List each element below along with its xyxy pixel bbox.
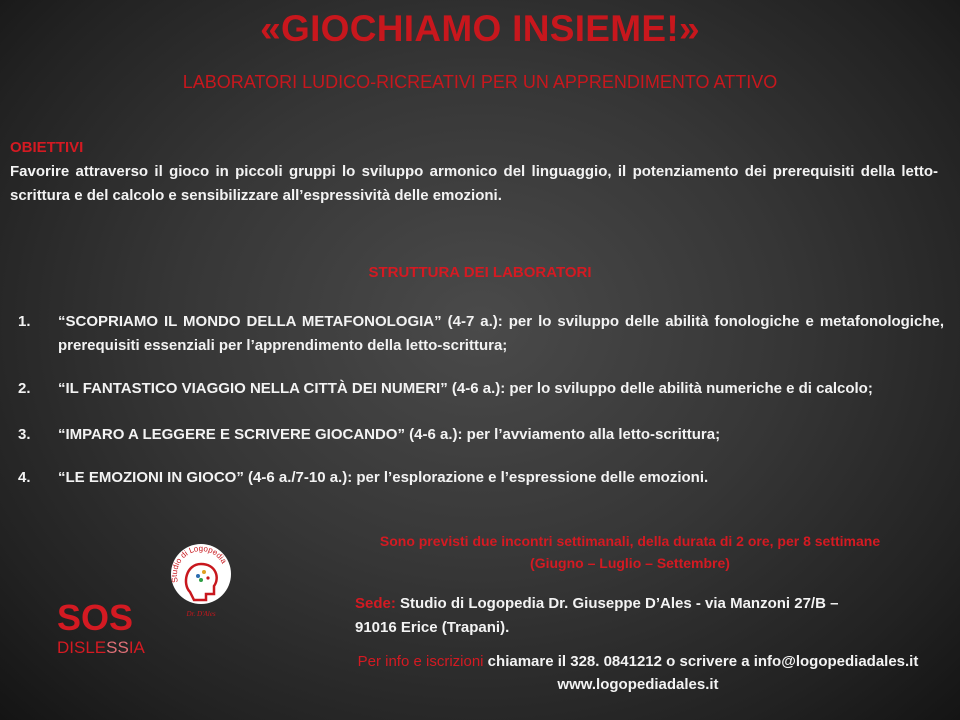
studio-logo-signature: Dr. D'Ales xyxy=(186,610,216,618)
location-address-line-2: 91016 Erice (Trapani). xyxy=(355,619,510,636)
website-link[interactable]: www.logopediadales.it xyxy=(557,676,719,693)
lab-item-number: 3. xyxy=(18,426,31,443)
poster-title: «GIOCHIAMO INSIEME!» xyxy=(260,8,700,49)
sos-logo-word-3: IA xyxy=(128,638,145,657)
poster-subtitle: LABORATORI LUDICO-RICREATIVI PER UN APPRENDIMENTO ATTIVO xyxy=(182,72,778,92)
sos-logo-word-1: DISLE xyxy=(57,638,107,657)
sos-logo-word-2: SS xyxy=(106,638,129,657)
location-address-line-1: Studio di Logopedia Dr. Giuseppe D’Ales - via Manzoni 27/B – xyxy=(395,595,839,612)
objectives-text: Favorire attraverso il gioco in piccoli gruppi lo sviluppo armonico del linguaggio, il potenziamento dei prerequisiti della letto-scrittura e del calcolo e sensibilizzare all’espressività delle emozioni. xyxy=(10,163,938,204)
sos-logo-title: SOS xyxy=(57,597,134,638)
structure-heading: STRUTTURA DEI LABORATORI xyxy=(368,264,592,281)
lab-item-4 xyxy=(18,466,944,490)
lab-item-number: 1. xyxy=(18,313,31,330)
lab-item-text: “IMPARO A LEGGERE E SCRIVERE GIOCANDO” (4-6 a.): per l’avviamento alla letto-scrittura; xyxy=(58,426,721,443)
lab-item-text: “SCOPRIAMO IL MONDO DELLA METAFONOLOGIA” (4-7 a.): per lo sviluppo delle abilità fonologiche e metafonologiche, prerequisiti essenziali per l’apprendimento della letto-scrittura; xyxy=(58,313,944,354)
schedule-line-2: (Giugno – Luglio – Settembre) xyxy=(530,555,730,571)
lab-item-3 xyxy=(18,423,944,447)
location-label: Sede: xyxy=(355,595,396,612)
sos-dislessia-logo xyxy=(55,597,163,659)
lab-item-1 xyxy=(18,310,944,358)
contact-text: chiamare il 328. 0841212 o scrivere a info@logopediadales.it xyxy=(483,653,919,670)
lab-item-text: “LE EMOZIONI IN GIOCO” (4-6 a./7-10 a.): per l’esplorazione e l’espressione delle emozioni. xyxy=(58,469,709,486)
studio-logo-arc-text: Studio di Logopedia xyxy=(169,543,229,584)
studio-logopedia-logo xyxy=(168,534,234,624)
svg-text:DISLESSIA xyxy=(57,638,146,657)
lab-item-2 xyxy=(18,377,944,401)
location-block xyxy=(355,592,915,640)
lab-item-number: 2. xyxy=(18,380,31,397)
contact-label: Per info e iscrizioni xyxy=(357,653,484,670)
objectives-heading: OBIETTIVI xyxy=(10,139,84,156)
lab-item-number: 4. xyxy=(18,469,31,486)
contact-block xyxy=(318,650,958,696)
schedule-line-1: Sono previsti due incontri settimanali, della durata di 2 ore, per 8 settimane xyxy=(379,533,881,549)
lab-item-text: “IL FANTASTICO VIAGGIO NELLA CITTÀ DEI NUMERI” (4-6 a.): per lo sviluppo delle abilità numeriche e di calcolo; xyxy=(58,380,873,397)
schedule-note xyxy=(320,530,940,574)
